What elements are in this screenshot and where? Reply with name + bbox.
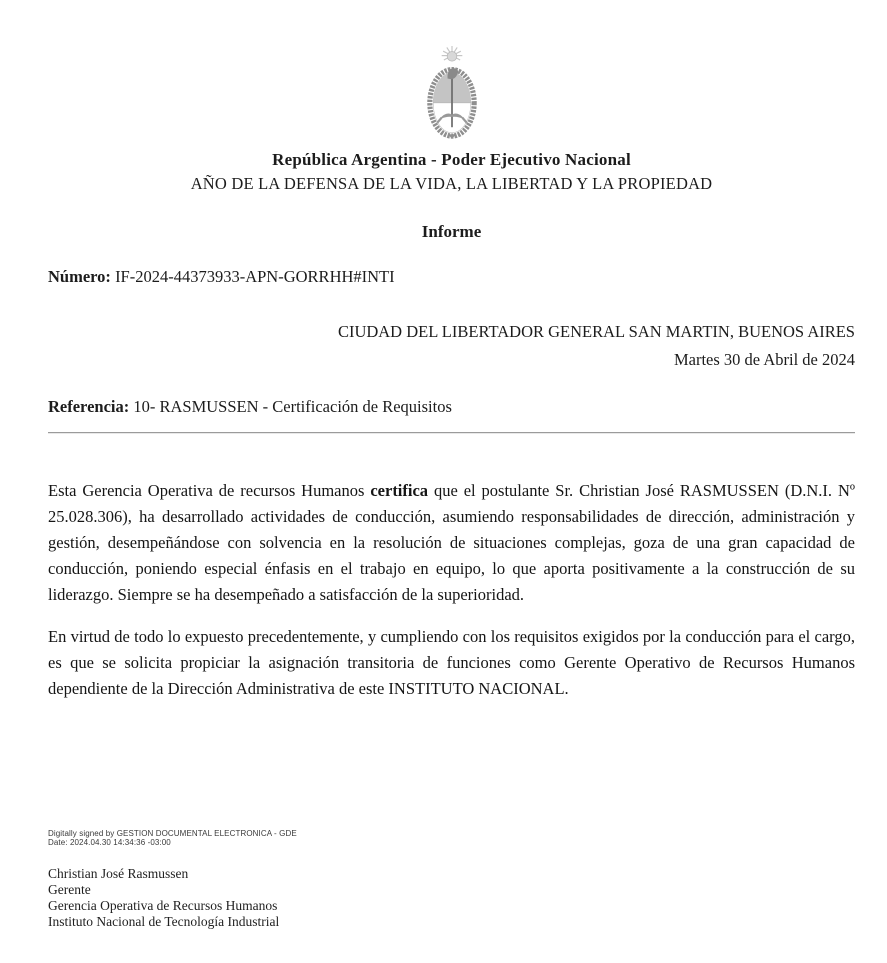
government-title: República Argentina - Poder Ejecutivo Nacional xyxy=(272,150,631,169)
digital-signature-line1: Digitally signed by GESTION DOCUMENTAL ELECTRONICA - GDE xyxy=(48,829,297,838)
place-line: CIUDAD DEL LIBERTADOR GENERAL SAN MARTIN, BUENOS AIRES xyxy=(337,322,855,341)
horizontal-divider xyxy=(48,432,855,434)
signer-name: Christian José Rasmussen xyxy=(48,866,189,881)
paragraph-certification xyxy=(48,478,855,608)
signer-block xyxy=(48,866,279,930)
reference-row xyxy=(48,397,855,417)
signer-institution: Instituto Nacional de Tecnología Industrial xyxy=(48,914,280,929)
date-line: Martes 30 de Abril de 2024 xyxy=(673,350,855,369)
year-motto: AÑO DE LA DEFENSA DE LA VIDA, LA LIBERTAD Y LA PROPIEDAD xyxy=(190,174,713,193)
coat-of-arms-icon xyxy=(48,46,855,142)
reference-value: 10- RASMUSSEN - Certificación de Requisitos xyxy=(133,397,452,416)
reference-label: Referencia: xyxy=(48,397,130,416)
document-body xyxy=(48,478,855,702)
number-value: IF-2024-44373933-APN-GORRHH#INTI xyxy=(115,267,395,286)
number-label: Número: xyxy=(48,267,111,286)
digital-signature-stamp xyxy=(48,829,297,847)
document-number-row xyxy=(48,267,855,287)
p1-rest: que el postulante Sr. Christian José RASMUSSEN (D.N.I. Nº 25.028.306), ha desarrollado actividades de conducción, asumiendo responsabilidades de dirección, administración y gestión, desempeñándose con solvencia en la resolución de situaciones complejas, goza de una gran capacidad de conducción, poniendo especial énfasis en el trabajo en equipo, lo que aporta positivamente a la construcción de su liderazgo. Siempre se ha desempeñado a satisfacción de la superioridad. xyxy=(48,481,855,604)
signer-title: Gerente xyxy=(48,882,91,897)
digital-signature-line2: Date: 2024.04.30 14:34:36 -03:00 xyxy=(48,838,171,847)
signer-office: Gerencia Operativa de Recursos Humanos xyxy=(48,898,278,913)
p1-bold-word: certifica xyxy=(370,481,429,500)
p1-lead: Esta Gerencia Operativa de recursos Humanos xyxy=(48,481,371,500)
paragraph-request: En virtud de todo lo expuesto precedentemente, y cumpliendo con los requisitos exigidos por la conducción para el cargo, es que se solicita propiciar la asignación transitoria de funciones como Gerente Operativo de Recursos Humanos dependiente de la Dirección Administrativa de este INSTITUTO NACIONAL. xyxy=(48,627,855,698)
document-type-title: Informe xyxy=(421,222,482,241)
